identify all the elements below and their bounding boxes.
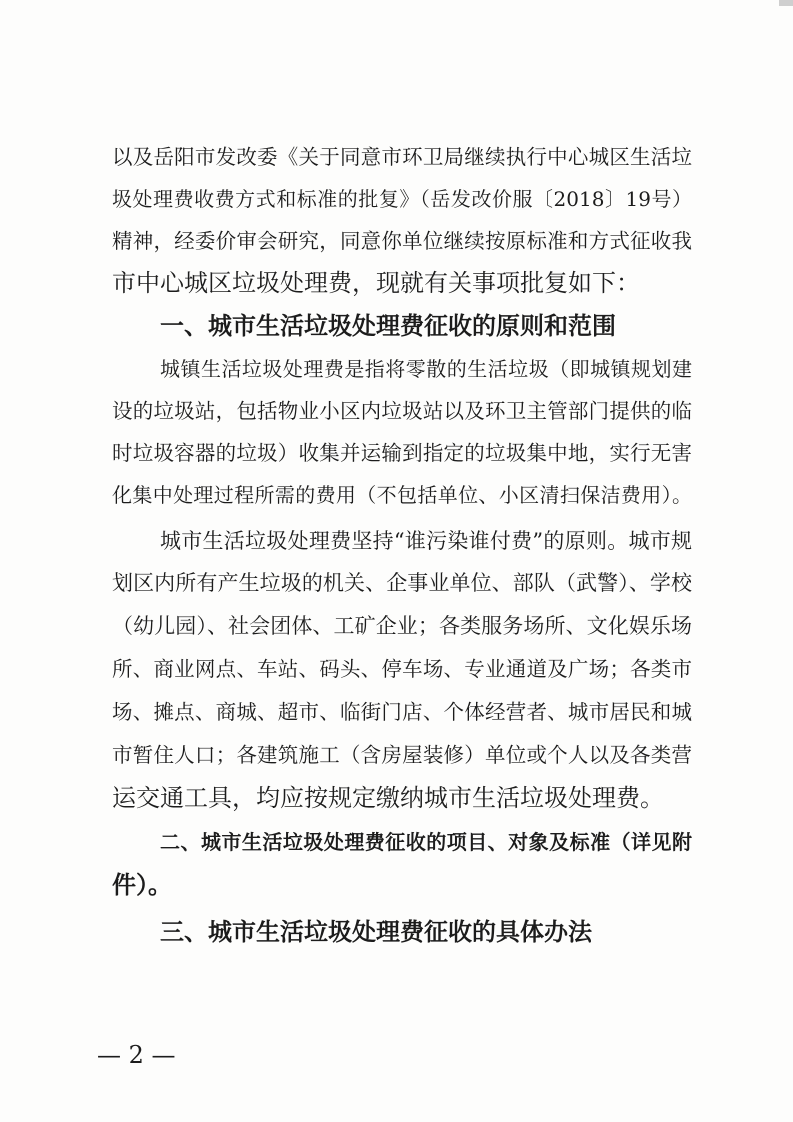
scan-corner-mark [779, 0, 793, 6]
body-line: 精神，经委价审会研究，同意你单位继续按原标准和方式征收我 [112, 229, 692, 253]
section-heading-3: 三、城市生活垃圾处理费征收的具体办法 [160, 918, 592, 946]
section-heading-2-continued: 件）。 [112, 871, 172, 899]
body-line: 设的垃圾站，包括物业小区内垃圾站以及环卫主管部门提供的临 [112, 399, 692, 423]
body-line: 圾处理费收费方式和标准的批复》（岳发改价服〔2018〕19号） [112, 187, 692, 211]
body-line: 所、商业网点、车站、码头、停车场、专业通道及广场；各类市 [112, 657, 692, 681]
page-number: — 2 — [97, 1041, 176, 1069]
body-line: 化集中处理过程所需的费用（不包括单位、小区清扫保洁费用）。 [112, 483, 692, 507]
body-line: 市暂住人口；各建筑施工（含房屋装修）单位或个人以及各类营 [112, 743, 692, 767]
body-line: 时垃圾容器的垃圾）收集并运输到指定的垃圾集中地，实行无害 [112, 441, 692, 465]
body-line: （幼儿园）、社会团体、工矿企业；各类服务场所、文化娱乐场 [112, 614, 692, 638]
section-heading-2: 二、城市生活垃圾处理费征收的项目、对象及标准（详见附 [160, 830, 692, 854]
section-heading-1: 一、城市生活垃圾处理费征收的原则和范围 [160, 312, 616, 340]
body-line: 市中心城区垃圾处理费，现就有关事项批复如下： [112, 269, 640, 297]
body-line: 运交通工具，均应按规定缴纳城市生活垃圾处理费。 [112, 784, 664, 812]
body-line: 场、摊点、商城、超市、临街门店、个体经营者、城市居民和城 [112, 700, 692, 724]
body-line: 以及岳阳市发改委《关于同意市环卫局继续执行中心城区生活垃 [112, 145, 692, 169]
body-line: 城市生活垃圾处理费坚持“谁污染谁付费”的原则。城市规 [160, 529, 692, 553]
body-line: 划区内所有产生垃圾的机关、企事业单位、部队（武警）、学校 [112, 571, 692, 595]
body-line: 城镇生活垃圾处理费是指将零散的生活垃圾（即城镇规划建 [160, 357, 692, 381]
